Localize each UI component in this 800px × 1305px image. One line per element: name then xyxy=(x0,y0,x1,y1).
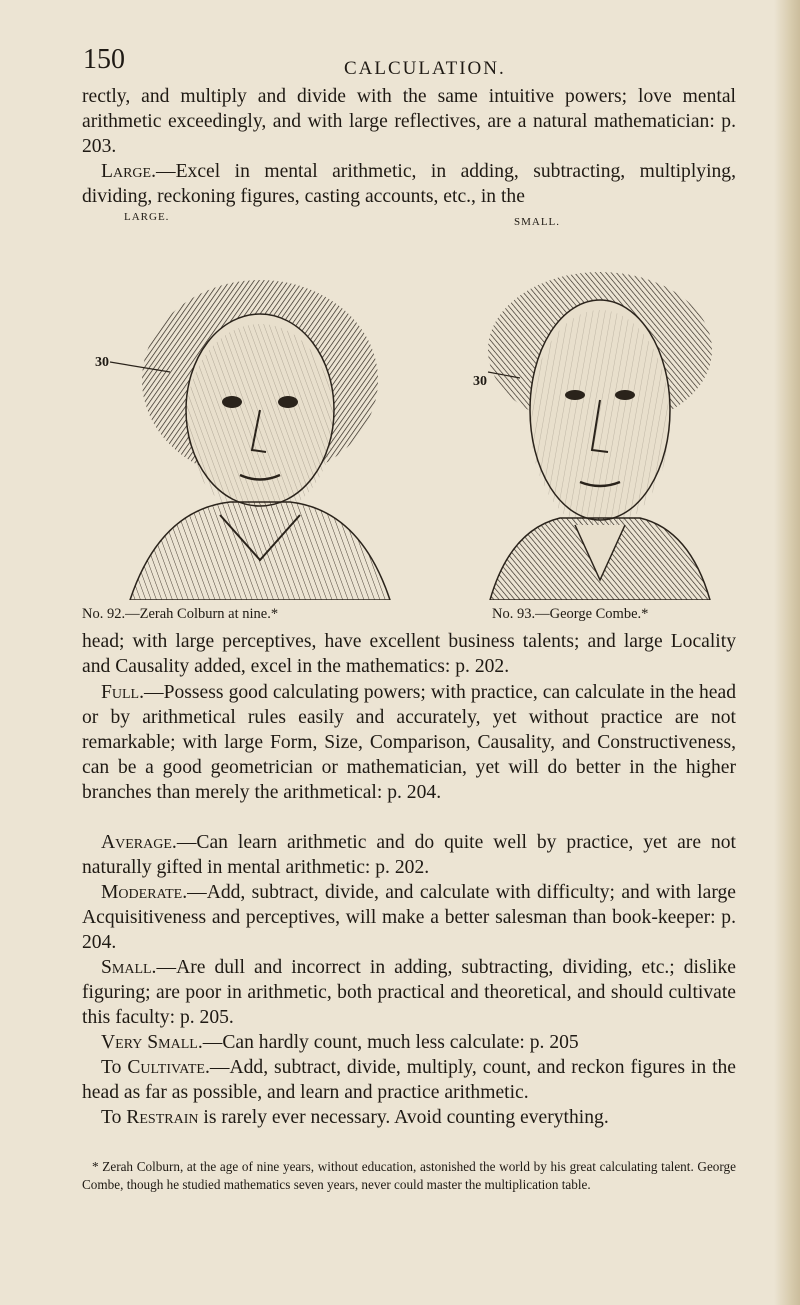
paragraph-large-continued-text: head; with large perceptives, have excellent business talents; and large Locality and Causality added, excel in the mathematics: p. 202. xyxy=(82,631,736,677)
footnote: * Zerah Colburn, at the age of nine years, without education, astonished the world by his great calculating talent. George Combe, though he studied mathematics seven years, never could master the multiplication table. xyxy=(82,1159,736,1192)
paragraph-large-text: —Excel in mental arithmetic, in adding, subtracting, multiplying, dividing, reckoning figures, casting accounts, etc., in the xyxy=(82,161,736,207)
paragraph-moderate-label: Moderate. xyxy=(101,882,188,903)
portrait-george-combe xyxy=(480,260,720,600)
paragraph-average-text: —Can learn arithmetic and do quite well by practice, yet are not naturally gifted in mental arithmetic: p. 202. xyxy=(82,832,736,878)
left-eye xyxy=(222,396,242,408)
paragraph-average xyxy=(82,830,736,880)
paragraph-cultivate-label: Cultivate. xyxy=(127,1057,210,1078)
paragraph-restrain xyxy=(82,1105,736,1130)
portrait-zerah-colburn xyxy=(100,270,420,600)
paragraph-cultivate xyxy=(82,1055,736,1105)
paragraph-small-label: Small. xyxy=(101,957,157,978)
paragraph-restrain-lead: To xyxy=(101,1107,127,1128)
paragraph-moderate xyxy=(82,880,736,955)
figure-large-caption: No. 92.—Zerah Colburn at nine.* xyxy=(82,606,279,622)
paragraph-restrain-text: is rarely ever necessary. Avoid counting everything. xyxy=(198,1107,609,1128)
figure-large-marker: 30 xyxy=(95,355,109,370)
paragraph-full-text: —Possess good calculating powers; with practice, can calculate in the head or by arithmetical rules easily and accurately, yet without practice are not remarkable; with large Form, Size, Comparison, Causality, and Constructiveness, can be a good geometrician or mathematician, yet will do better in the higher branches than merely the arithmetical: p. 204. xyxy=(82,682,736,803)
paragraph-very-small xyxy=(82,1030,736,1055)
page-edge-shading xyxy=(774,0,800,1305)
paragraph-large xyxy=(82,159,736,207)
figure-small-top-label: SMALL. xyxy=(514,216,561,228)
paragraph-small-text: —Are dull and incorrect in adding, subtracting, dividing, etc.; dislike figuring; are poor in arithmetic, both practical and theoretical, and should cultivate this faculty: p. 205. xyxy=(82,957,736,1028)
running-title: CALCULATION. xyxy=(344,58,506,79)
paragraph-average-label: Average. xyxy=(101,832,177,853)
page-number: 150 xyxy=(83,44,125,75)
figure-large-top-label: LARGE. xyxy=(124,211,170,223)
paragraph-full xyxy=(82,680,736,805)
left-eye xyxy=(565,390,585,400)
paragraph-very-small-text: —Can hardly count, much less calculate: p. 205 xyxy=(202,1032,579,1053)
paragraph-cultivate-lead: To xyxy=(101,1057,128,1078)
paragraph-restrain-label: Restrain xyxy=(126,1107,199,1128)
right-eye xyxy=(615,390,635,400)
paragraph-full-label: Full. xyxy=(101,682,145,703)
collar xyxy=(130,502,390,600)
paragraph-cultivate-text: —Add, subtract, divide, multiply, count, and reckon figures in the head as far as possible, and learn and practice arithmetic. xyxy=(82,1057,737,1103)
paragraph-small xyxy=(82,955,736,1030)
figure-small-marker: 30 xyxy=(473,374,487,389)
paragraph-large-label: Large. xyxy=(101,161,156,182)
paragraph-intro: rectly, and multiply and divide with the same intuitive powers; love mental arithmetic exceedingly, and with large reflectives, are a natural mathematician: p. 203. xyxy=(82,86,736,157)
figure-small-caption: No. 93.—George Combe.* xyxy=(492,606,649,622)
paragraph-very-small-label: Very Small. xyxy=(101,1032,203,1053)
paragraph-large-continued xyxy=(82,629,736,679)
paragraph-moderate-text: —Add, subtract, divide, and calculate with difficulty; and with large Acquisitiveness and perceptives, will make a better salesman than book-keeper: p. 204. xyxy=(82,882,736,953)
right-eye xyxy=(278,396,298,408)
